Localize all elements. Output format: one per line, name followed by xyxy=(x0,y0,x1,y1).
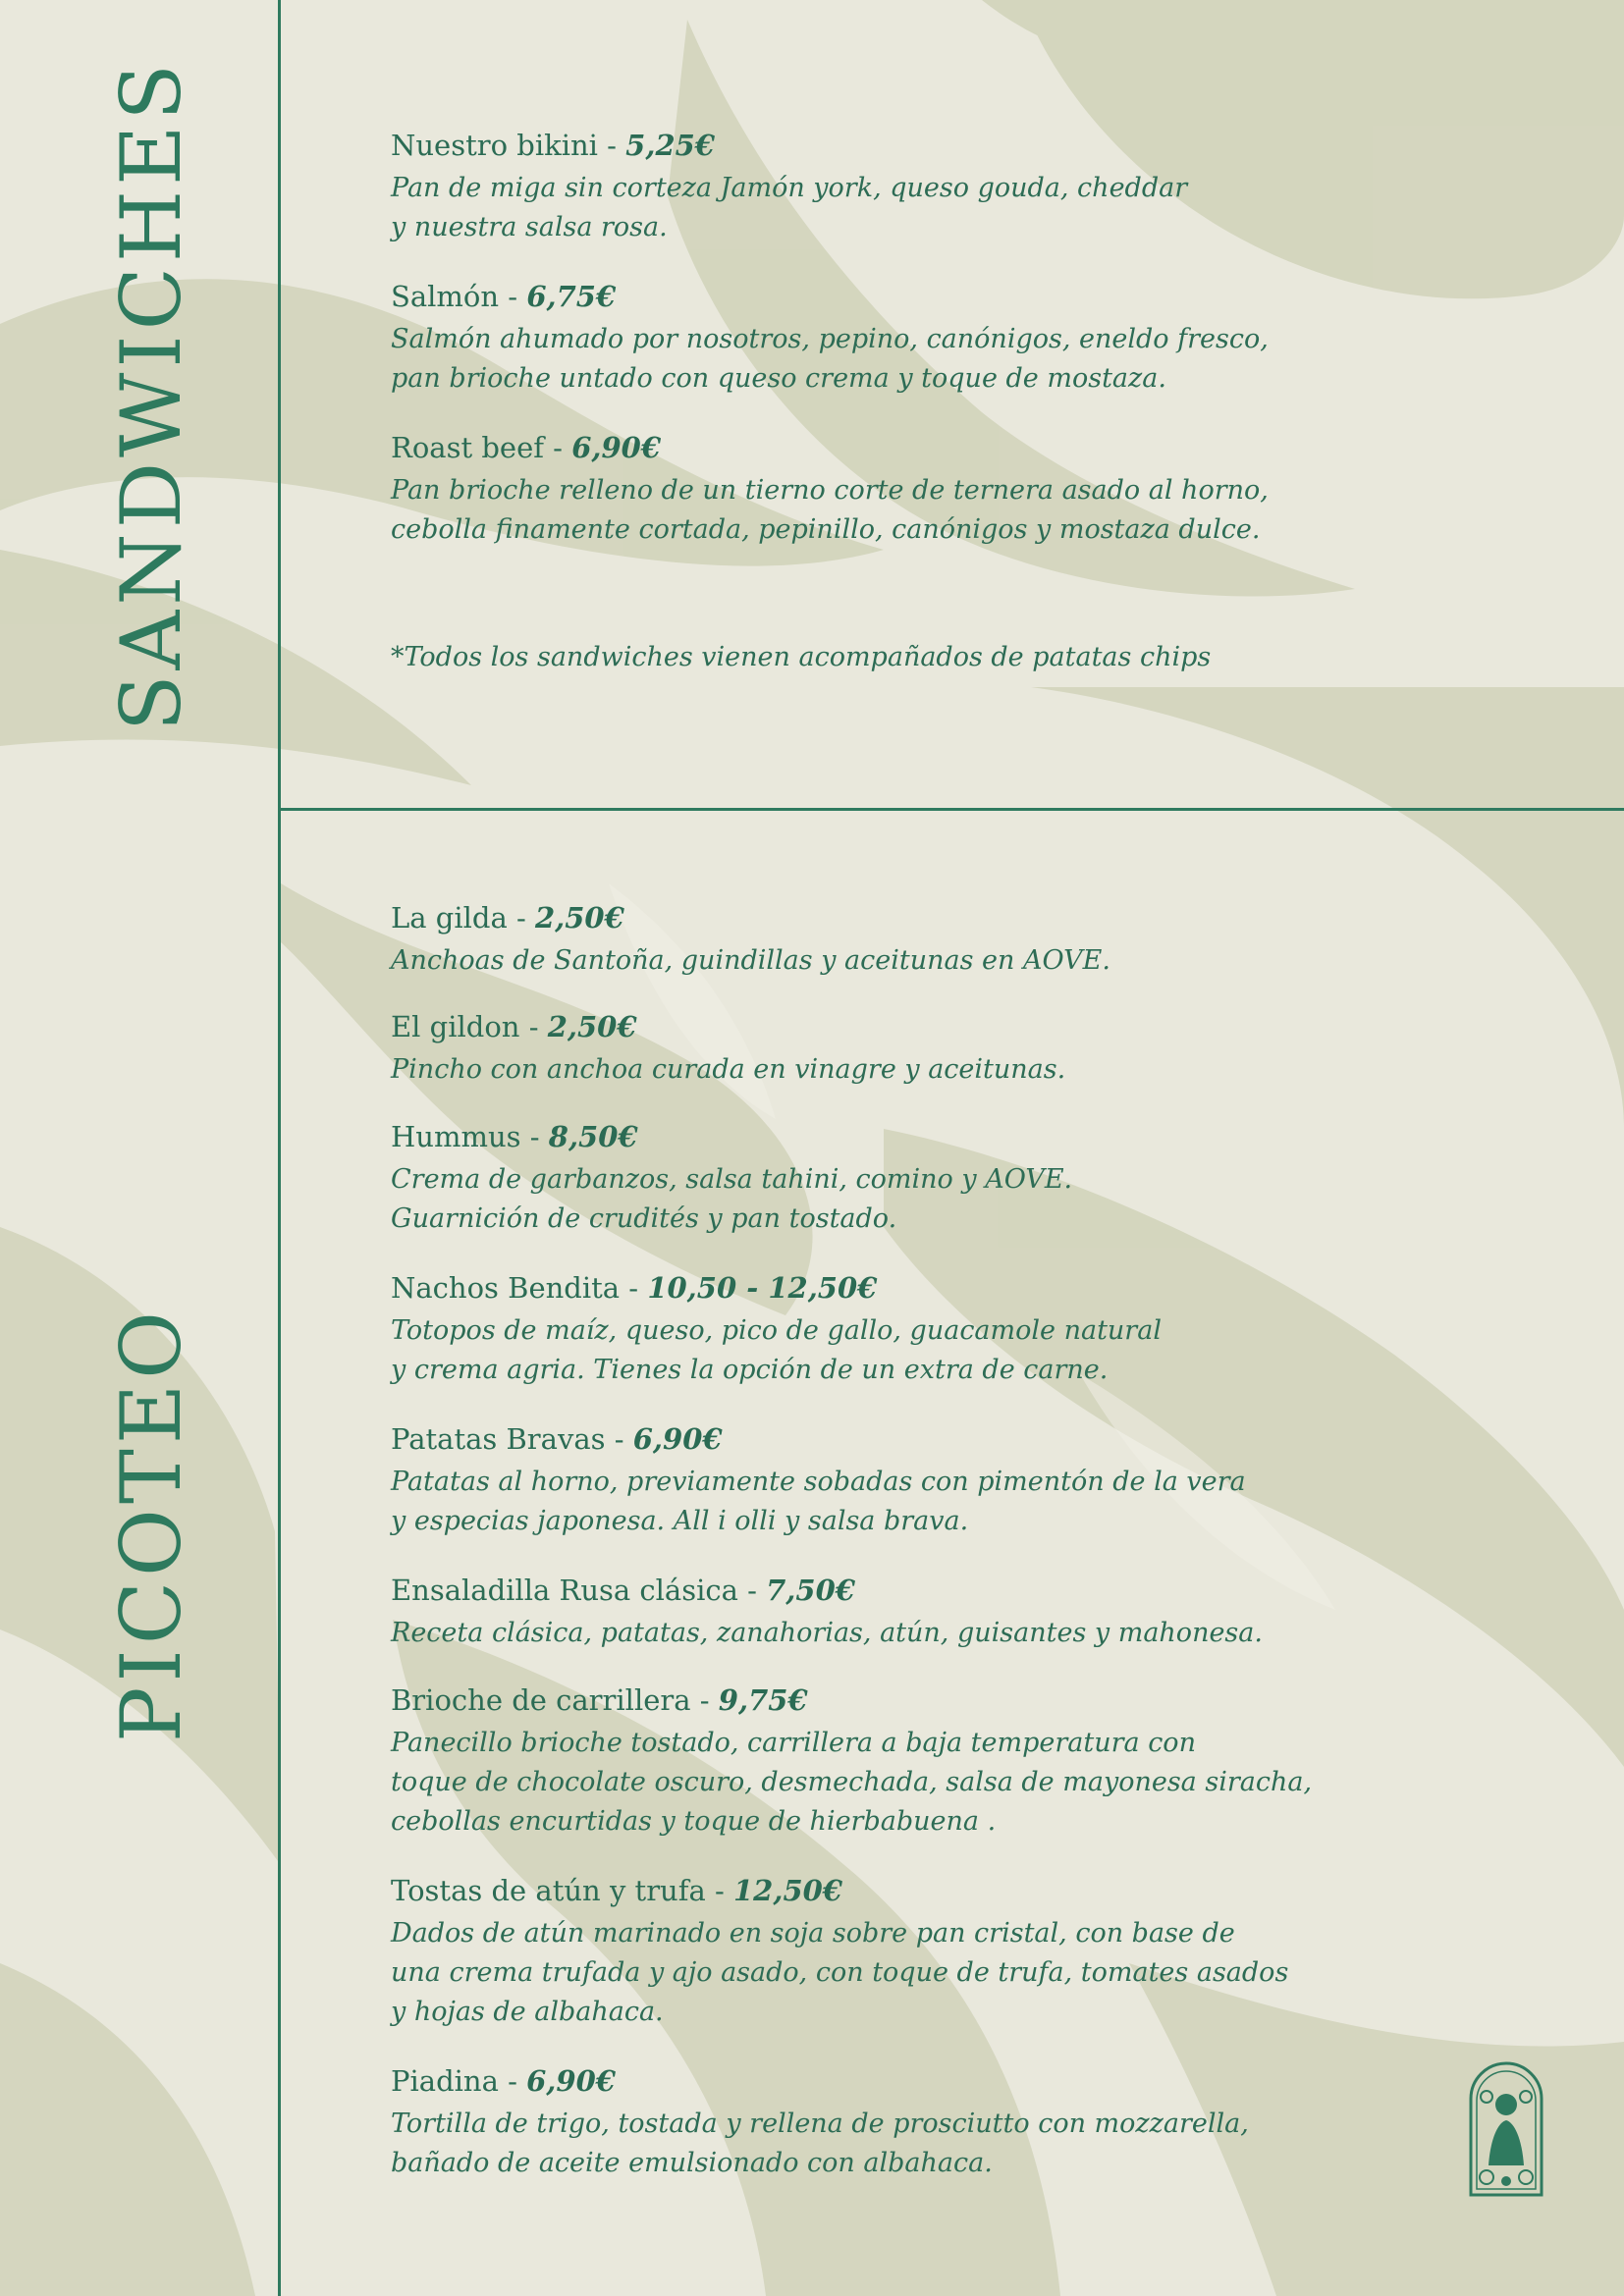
menu-item xyxy=(391,126,1269,277)
picoteo-list xyxy=(391,898,1312,2183)
item-price: 9,75€ xyxy=(718,1683,808,1717)
item-price: 10,50 - 12,50€ xyxy=(647,1271,878,1305)
section-title-sandwiches: SANDWICHES xyxy=(103,59,199,731)
menu-item xyxy=(391,1419,1312,1571)
item-name: Piadina - xyxy=(391,2064,527,2098)
item-name: Patatas Bravas - xyxy=(391,1422,633,1456)
item-description: Dados de atún marinado en soja sobre pan cristal, con base de una crema trufada y ajo asado, con toque de trufa, tomates asados y hojas de albahaca. xyxy=(391,1918,1289,2027)
item-name: El gildon - xyxy=(391,1010,548,1043)
item-heading xyxy=(391,898,1312,937)
item-description: Panecillo brioche tostado, carrillera a baja temperatura con toque de chocolate oscuro, desmechada, salsa de mayonesa siracha, cebollas encurtidas y toque de hierbabuena . xyxy=(391,1728,1313,1837)
item-description: Pan brioche relleno de un tierno corte de ternera asado al horno, cebolla finamente cortada, pepinillo, canónigos y mostaza dulce. xyxy=(391,475,1269,545)
item-price: 6,90€ xyxy=(526,2064,616,2098)
item-price: 6,90€ xyxy=(632,1422,723,1456)
item-name: La gilda - xyxy=(391,901,535,934)
item-heading xyxy=(391,1681,1312,1720)
item-description: Crema de garbanzos, salsa tahini, comino y AOVE. Guarnición de crudités y pan tostado. xyxy=(391,1164,1073,1234)
item-description: Tortilla de trigo, tostada y rellena de prosciutto con mozzarella, bañado de aceite emulsionado con albahaca. xyxy=(391,2109,1249,2178)
item-name: Nachos Bendita - xyxy=(391,1271,648,1305)
item-name: Brioche de carrillera - xyxy=(391,1683,719,1717)
item-heading xyxy=(391,1117,1312,1156)
item-description: Anchoas de Santoña, guindillas y aceitunas en AOVE. xyxy=(391,945,1110,976)
item-price: 2,50€ xyxy=(547,1010,637,1043)
bendita-logo-icon xyxy=(1465,2057,1547,2197)
item-heading xyxy=(391,1268,1312,1308)
sandwiches-footnote: *Todos los sandwiches vienen acompañados de patatas chips xyxy=(391,642,1212,672)
item-description: Patatas al horno, previamente sobadas con pimentón de la vera y especias japonesa. All i olli y salsa brava. xyxy=(391,1467,1246,1536)
menu-item xyxy=(391,1871,1312,2061)
item-name: Ensaladilla Rusa clásica - xyxy=(391,1574,767,1607)
item-description: Receta clásica, patatas, zanahorias, atún, guisantes y mahonesa. xyxy=(391,1618,1263,1648)
item-name: Salmón - xyxy=(391,280,527,313)
item-heading xyxy=(391,277,1269,316)
menu-item xyxy=(391,898,1312,1007)
item-price: 12,50€ xyxy=(733,1874,842,1907)
menu-item xyxy=(391,1681,1312,1871)
item-price: 8,50€ xyxy=(548,1120,638,1153)
item-description: Pincho con anchoa curada en vinagre y aceitunas. xyxy=(391,1054,1066,1085)
item-heading xyxy=(391,1571,1312,1610)
item-heading xyxy=(391,428,1269,467)
item-price: 5,25€ xyxy=(625,129,715,162)
item-name: Hummus - xyxy=(391,1120,549,1153)
item-name: Tostas de atún y trufa - xyxy=(391,1874,733,1907)
item-price: 6,90€ xyxy=(571,431,662,464)
item-heading xyxy=(391,2061,1312,2101)
item-description: Totopos de maíz, queso, pico de gallo, guacamole natural y crema agria. Tienes la opción de un extra de carne. xyxy=(391,1315,1162,1385)
item-name: Nuestro bikini - xyxy=(391,129,626,162)
item-name: Roast beef - xyxy=(391,431,572,464)
item-heading xyxy=(391,1871,1312,1910)
item-heading xyxy=(391,126,1269,165)
item-description: Salmón ahumado por nosotros, pepino, canónigos, eneldo fresco, pan brioche untado con queso crema y toque de mostaza. xyxy=(391,324,1269,394)
menu-item xyxy=(391,428,1269,579)
item-price: 2,50€ xyxy=(534,901,624,934)
item-heading xyxy=(391,1419,1312,1459)
menu-item xyxy=(391,2061,1312,2183)
section-title-picoteo: PICOTEO xyxy=(103,1306,199,1742)
sandwiches-list xyxy=(391,126,1269,579)
item-price: 6,75€ xyxy=(526,280,617,313)
menu-item xyxy=(391,1007,1312,1117)
vertical-divider xyxy=(278,0,281,2296)
item-heading xyxy=(391,1007,1312,1046)
item-description: Pan de miga sin corteza Jamón york, queso gouda, cheddar y nuestra salsa rosa. xyxy=(391,173,1188,242)
item-price: 7,50€ xyxy=(766,1574,855,1607)
menu-item xyxy=(391,1268,1312,1419)
menu-item xyxy=(391,277,1269,428)
menu-item xyxy=(391,1117,1312,1268)
horizontal-divider xyxy=(278,808,1624,811)
menu-item xyxy=(391,1571,1312,1681)
